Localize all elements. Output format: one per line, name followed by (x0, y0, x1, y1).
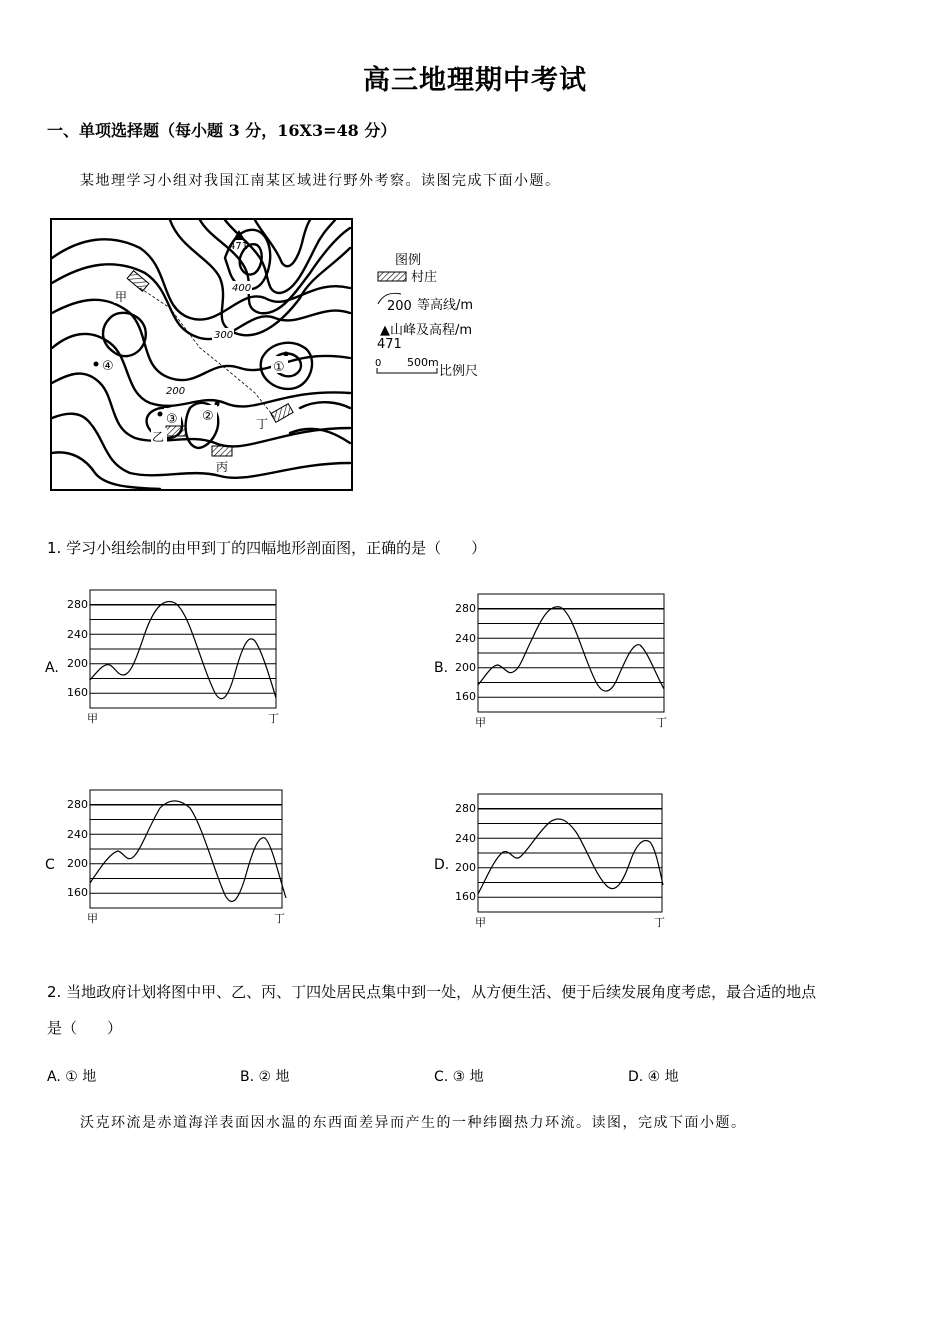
peak-elevation: 471 (229, 241, 249, 252)
y-tick-label: 280 (455, 802, 476, 815)
legend-scale-len: 500m (407, 356, 439, 369)
y-tick-label: 200 (455, 661, 476, 674)
profile-start-label: 甲 (87, 912, 98, 925)
point-2: ② (202, 409, 214, 424)
page-title: 高三地理期中考试 (363, 65, 587, 96)
option-a-label: A. (45, 660, 59, 676)
question-1: 1. 学习小组绘制的由甲到丁的四幅地形剖面图，正确的是（ ） (47, 539, 487, 557)
option-b-label: B. (434, 660, 449, 676)
legend-title: 图例 (395, 253, 422, 268)
profile-grid (455, 594, 667, 729)
y-tick-label: 200 (67, 857, 88, 870)
q2-option-b[interactable]: B. ② 地 (240, 1069, 290, 1085)
village-ding: 丁 (256, 417, 269, 431)
y-tick-label: 200 (455, 861, 476, 874)
point-3: ③ (166, 412, 178, 427)
contour-map (50, 218, 353, 491)
contour-label-400: 400 (232, 283, 252, 294)
q2-option-d[interactable]: D. ④ 地 (628, 1069, 679, 1085)
question-intro: 某地理学习小组对我国江南某区域进行野外考察。读图完成下面小题。 (80, 173, 561, 189)
y-tick-label: 160 (455, 690, 476, 703)
legend-peak-value: 471 (377, 337, 402, 352)
y-tick-label: 240 (455, 632, 476, 645)
y-tick-label: 200 (67, 657, 88, 670)
y-tick-label: 280 (67, 598, 88, 611)
point-4: ④ (102, 359, 114, 374)
q2-option-a[interactable]: A. ① 地 (47, 1069, 97, 1085)
profile-end-label: 丁 (654, 916, 665, 929)
y-tick-label: 160 (455, 890, 476, 903)
point-1: ① (273, 360, 285, 375)
profile-grid (67, 790, 286, 925)
legend-scale: 比例尺 (439, 364, 479, 379)
y-tick-label: 280 (67, 798, 88, 811)
profile-chart-a (60, 586, 290, 726)
section-heading: 一、单项选择题（每小题 3 分，16X3=48 分） (47, 121, 397, 140)
contour-label-300: 300 (214, 330, 234, 341)
legend-peak: ▲山峰及高程/m (380, 323, 473, 338)
y-tick-label: 240 (67, 828, 88, 841)
legend-village: 村庄 (411, 270, 438, 285)
profile-start-label: 甲 (87, 712, 98, 725)
profile-chart-d (448, 790, 678, 930)
option-d-label: D. (434, 857, 450, 873)
profile-chart-c (60, 786, 290, 926)
profile-grid (67, 590, 279, 725)
option-c-label: C (45, 857, 55, 873)
profile-end-label: 丁 (274, 912, 285, 925)
question-2: 2. 当地政府计划将图中甲、乙、丙、丁四处居民点集中到一处，从方便生活、便于后续发展角度考虑，最合适的地点 (47, 983, 817, 1001)
question-intro-2: 沃克环流是赤道海洋表面因水温的东西面差异而产生的一种纬圈热力环流。读图，完成下面小题。 (80, 1115, 747, 1131)
profile-chart-b (448, 590, 678, 730)
y-tick-label: 240 (67, 628, 88, 641)
profile-start-label: 甲 (475, 716, 486, 729)
profile-end-label: 丁 (656, 716, 667, 729)
y-tick-label: 280 (455, 602, 476, 615)
village-bing: 丙 (216, 460, 229, 474)
legend-scale-zero: 0 (375, 358, 382, 369)
map-legend (375, 252, 505, 382)
y-tick-label: 160 (67, 686, 88, 699)
q2-option-c[interactable]: C. ③ 地 (434, 1069, 484, 1085)
question-2-cont: 是（ ） (47, 1019, 123, 1037)
y-tick-label: 160 (67, 886, 88, 899)
profile-start-label: 甲 (475, 916, 486, 929)
contour-label-200: 200 (166, 386, 186, 397)
y-tick-label: 240 (455, 832, 476, 845)
profile-grid (455, 794, 665, 929)
profile-end-label: 丁 (268, 712, 279, 725)
legend-contour: 等高线/m (417, 298, 474, 313)
village-jia: 甲 (115, 290, 128, 304)
legend-contour-value: 200 (387, 299, 412, 314)
village-yi: 乙 (152, 430, 165, 444)
